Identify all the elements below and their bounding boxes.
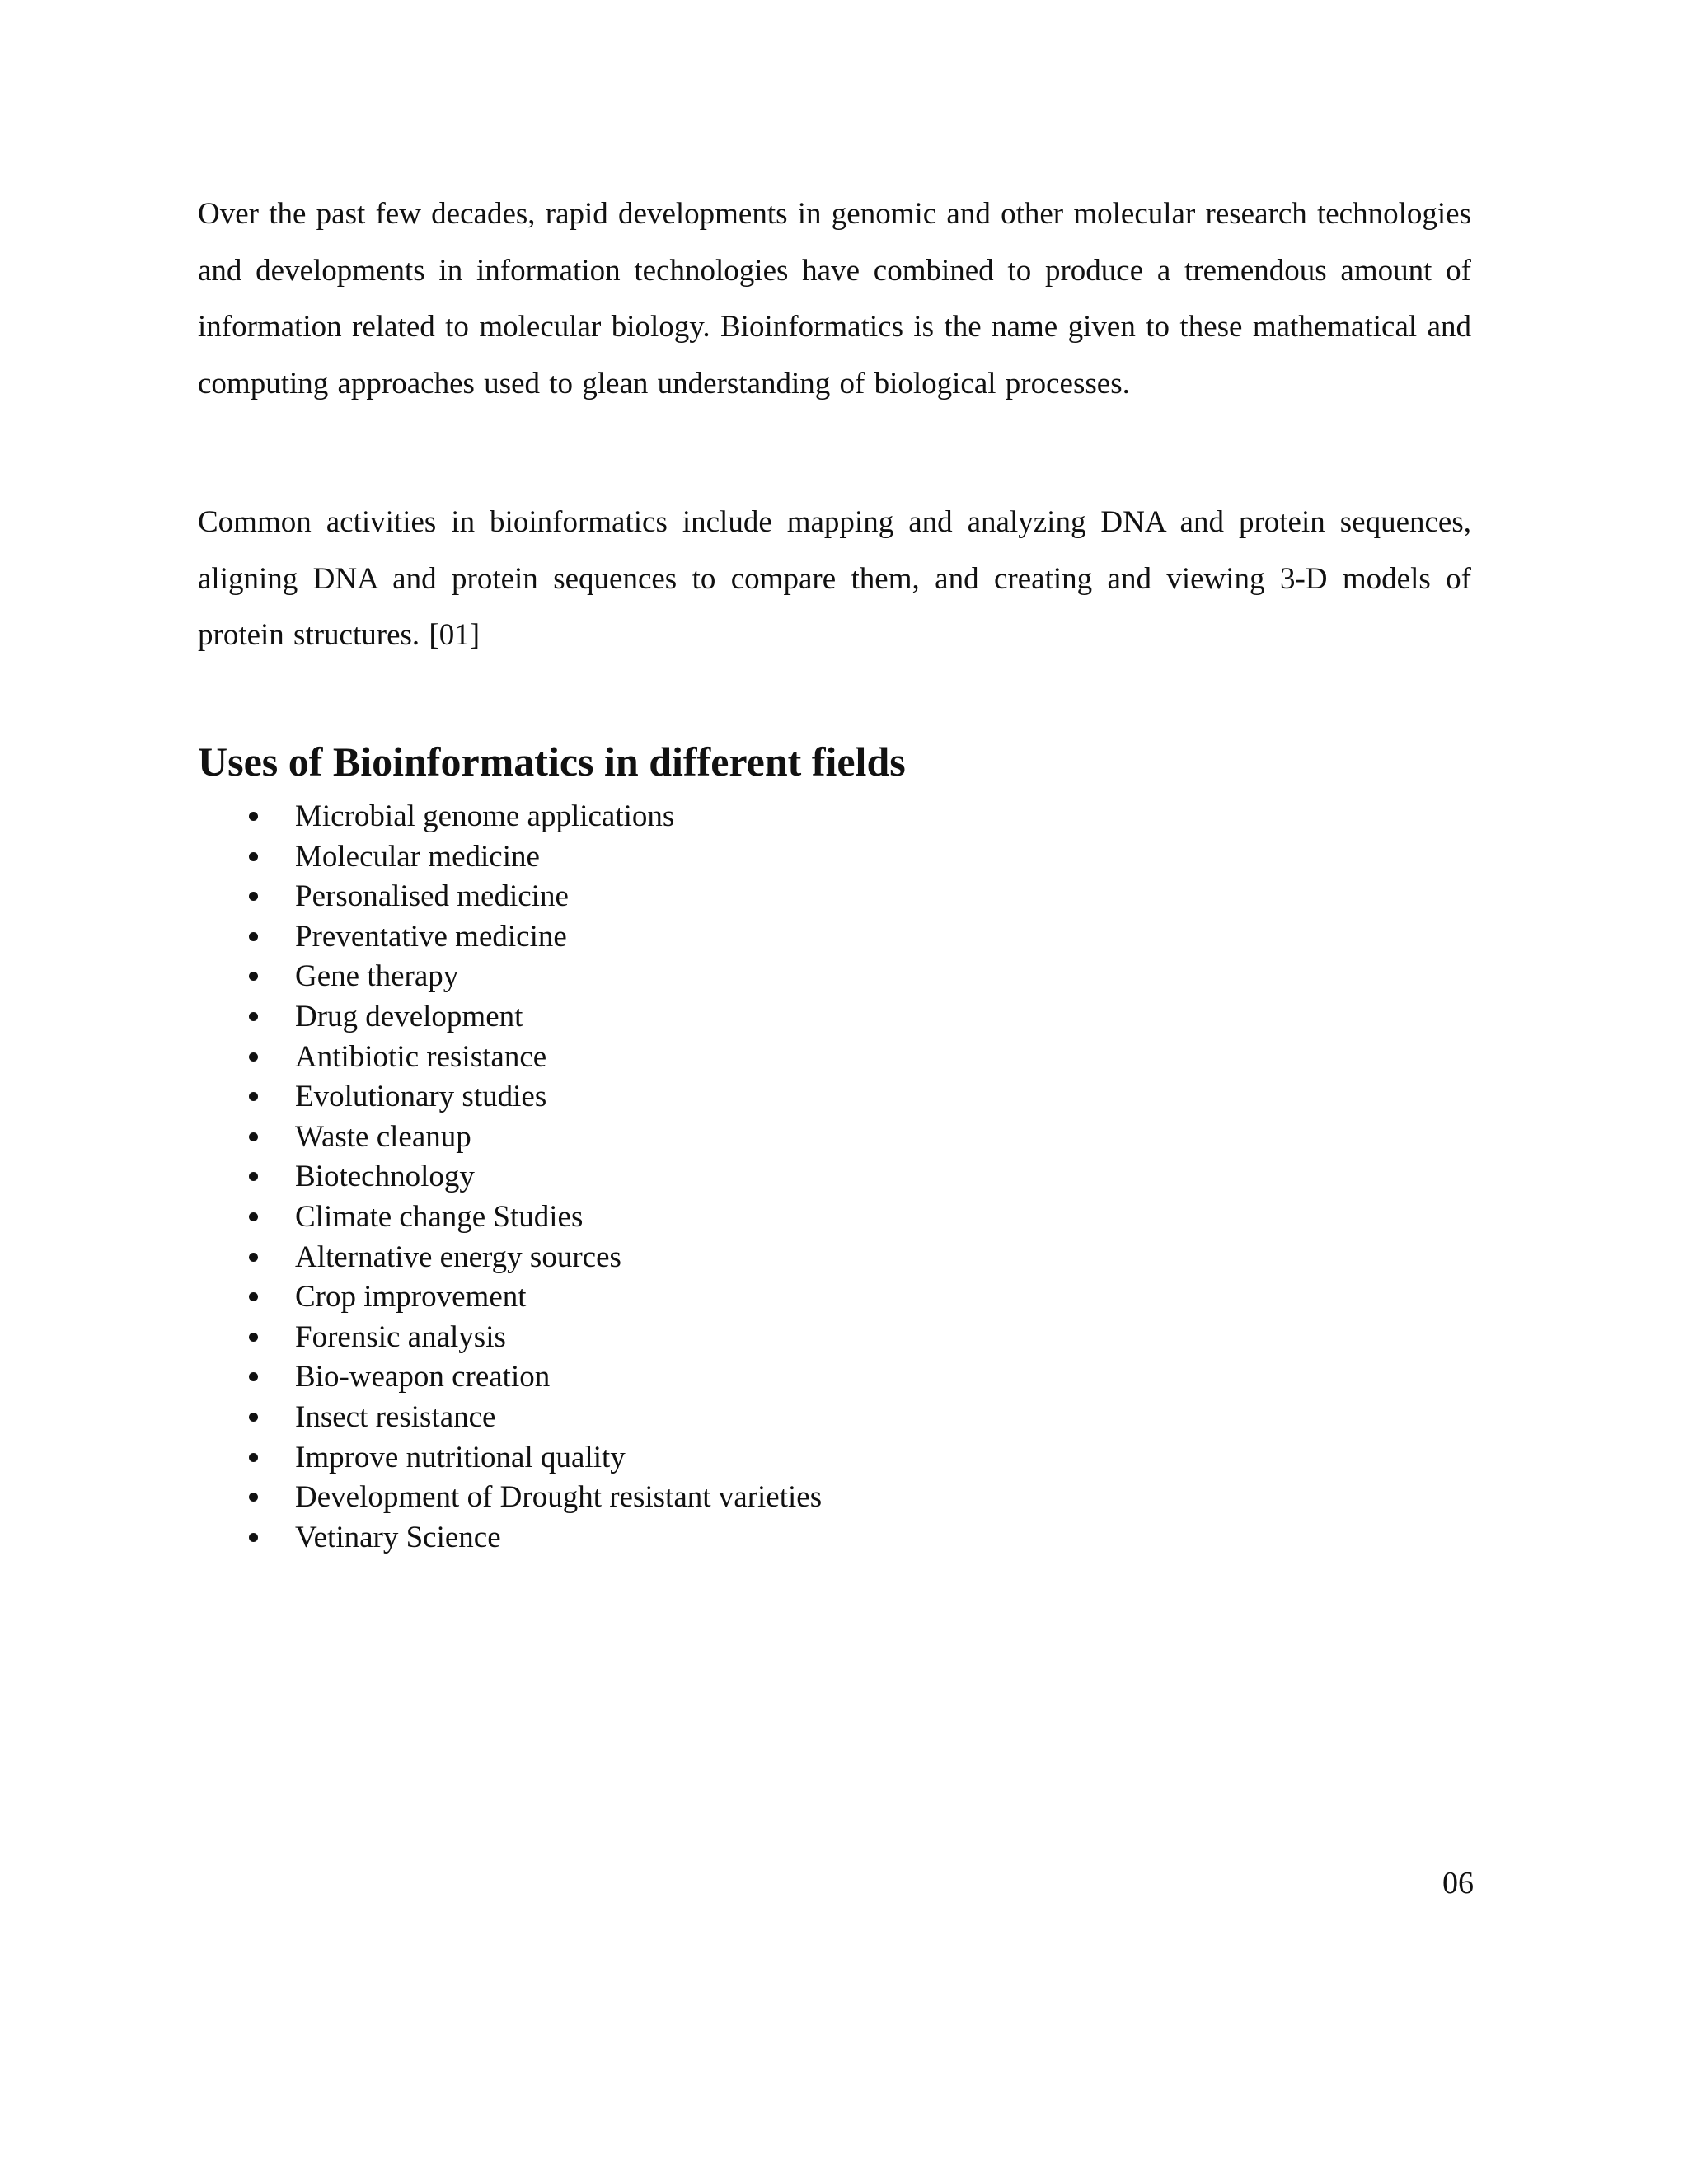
list-item <box>198 877 822 917</box>
bullet-icon <box>249 1012 258 1021</box>
list-item-label: Crop improvement <box>295 1280 527 1315</box>
list-item <box>198 1038 822 1078</box>
list-item <box>198 1238 822 1278</box>
list-item <box>198 1518 822 1558</box>
bullet-icon <box>249 1292 258 1301</box>
list-item-label: Forensic analysis <box>295 1319 506 1354</box>
list-item-label: Microbial genome applications <box>295 799 675 833</box>
bullet-icon <box>249 1533 258 1542</box>
list-item <box>198 1077 822 1118</box>
list-item <box>198 1398 822 1438</box>
list-item <box>198 797 822 837</box>
list-item <box>198 1478 822 1518</box>
list-item-label: Evolutionary studies <box>295 1080 547 1114</box>
bullet-icon <box>249 1132 258 1141</box>
list-item-label: Bio-weapon creation <box>295 1360 551 1394</box>
bullet-icon <box>249 932 258 941</box>
bullet-icon <box>249 1172 258 1181</box>
list-item-label: Molecular medicine <box>295 839 540 874</box>
bullet-icon <box>249 1092 258 1101</box>
list-item-label: Drug development <box>295 999 523 1033</box>
list-item-label: Alternative energy sources <box>295 1240 621 1274</box>
list-item-label: Development of Drought resistant varieties <box>295 1480 823 1515</box>
bullet-icon <box>249 852 258 861</box>
list-item <box>198 997 822 1038</box>
list-item-label: Climate change Studies <box>295 1199 584 1234</box>
bullet-icon <box>249 1253 258 1262</box>
list-item-label: Improve nutritional quality <box>295 1440 626 1474</box>
list-item-label: Biotechnology <box>295 1160 475 1194</box>
list-item <box>198 1118 822 1158</box>
list-item <box>198 1318 822 1358</box>
bullet-icon <box>249 1493 258 1502</box>
list-item-label: Gene therapy <box>295 959 459 994</box>
bullet-icon <box>249 812 258 821</box>
list-item-label: Personalised medicine <box>295 879 569 914</box>
bullet-icon <box>249 892 258 901</box>
list-item <box>198 837 822 878</box>
list-item-label: Preventative medicine <box>295 919 567 954</box>
list-item <box>198 1438 822 1479</box>
list-item <box>198 1197 822 1238</box>
list-item-label: Antibiotic resistance <box>295 1039 547 1074</box>
page-number: 06 <box>1442 1866 1474 1900</box>
list-item <box>198 1277 822 1318</box>
intro-paragraph-2: Common activities in bioinformatics include mapping and analyzing DNA and protein sequences, aligning DNA and protein sequences to compare them, and creating and viewing 3-D models of protein structures. [01] <box>198 505 1471 653</box>
list-item <box>198 917 822 958</box>
list-item-label: Insect resistance <box>295 1399 496 1434</box>
bullet-icon <box>249 972 258 981</box>
bullet-icon <box>249 1372 258 1381</box>
bullet-icon <box>249 1212 258 1221</box>
list-item-label: Waste cleanup <box>295 1119 471 1154</box>
bullet-icon <box>249 1413 258 1422</box>
bullet-icon <box>249 1453 258 1462</box>
bullet-icon <box>249 1052 258 1062</box>
intro-paragraph-1: Over the past few decades, rapid developments in genomic and other molecular research technologies and developments in information technologies have combined to produce a tremendous amount of information related to molecular biology. Bioinformatics is the name given to these mathematical and computing approaches used to glean understanding of biological processes. <box>198 197 1471 401</box>
uses-list <box>198 797 822 1558</box>
list-item <box>198 1157 822 1197</box>
list-item <box>198 957 822 997</box>
section-heading: Uses of Bioinformatics in different fields <box>198 738 906 785</box>
list-item <box>198 1357 822 1398</box>
list-item-label: Vetinary Science <box>295 1520 501 1554</box>
bullet-icon <box>249 1333 258 1342</box>
